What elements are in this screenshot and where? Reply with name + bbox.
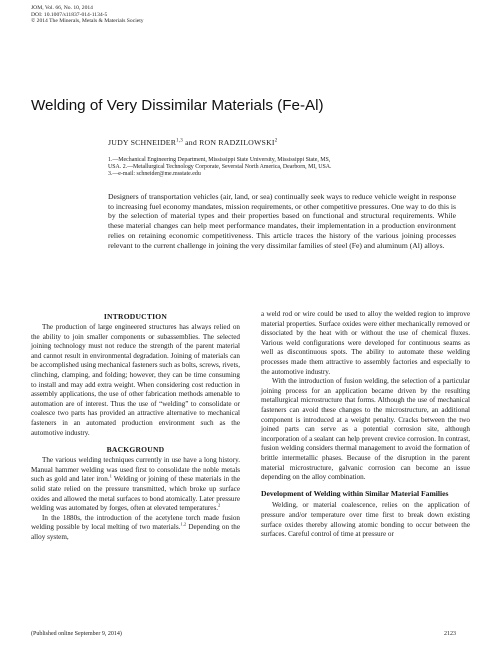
author-2-affiliation-marker: 2 [274, 138, 278, 144]
subsection-heading: Development of Welding within Similar Material Families [261, 488, 449, 498]
affiliation-line-2: USA. 2.—Metallurgical Technology Corporate, Severstal North America, Dearborn, MI, USA. [108, 164, 332, 171]
intro-paragraph: The production of large engineered structures has always relied on the ability to join smaller components or subassemblies. The selected joining technology must not reduce the strength of the parent material and cannot result in environmental degradation. Joining of materials can be accomplished using mechanical fasteners such as bolts, screws, rivets, clinching, clamping, and folding; however, they can be time consuming to install and may add extra weight. When considering cost reduction in assembly applications, the use of other fabrication methods amenable to automation are of interest. Thus the use of “welding” to consolidate or coalesce two parts has provided an attractive alternative to mechanical fasteners in an automated production environment such as the automotive industry. [31, 323, 240, 437]
left-column [31, 310, 240, 542]
background-paragraph-1 [31, 456, 240, 514]
page-number: 2123 [444, 631, 456, 637]
citation-2: 2 [218, 502, 221, 508]
doi: DOI: 10.1007/s11837-014-1134-5 [31, 11, 108, 18]
right-paragraph-1: a weld rod or wire could be used to alloy the welded region to improve material properties. Surface oxides were either mechanically removed or dissociated by the heat with or without the use of chemical fluxes. Various weld configurations were developed for continuous seams as well as discontinuous spots. The ability to automate these welding processes made them attractive to assembly factories and especially to the automotive industry. [261, 310, 470, 376]
bg-p2-text-a: In the 1880s, the introduction of the acetylene torch made fusion welding possible by local melting of two materials. [31, 513, 240, 532]
right-paragraph-2: With the introduction of fusion welding, the selection of a particular joining process for an application became driven by the resulting metallurgical microstructure that forms. Although the use of mechanical fasteners can avoid these changes to the microstructure, an additional component is introduced at a weight penalty. Cracks between the two joined parts can serve as a potential corrosion site, although incorporation of a sealant can help prevent crevice corrosion. In contrast, fusion welding considers thermal management to avoid the formation of brittle intermetallic phases. Because of the disruption in the parent material microstructure, galvanic corrosion can become an issue depending on the alloy combination. [261, 377, 470, 482]
publication-date: (Published online September 9, 2014) [31, 631, 122, 637]
affiliation-line-1: 1.—Mechanical Engineering Department, Mississippi State University, Mississippi State, MS, [108, 157, 331, 163]
abstract: Designers of transportation vehicles (air, land, or sea) continually seek ways to reduce vehicle weight in response to increasing fuel economy mandates, mission requirements, or other competitive pressures. One way to do this is by the selection of material types and their properties based on functional and structural requirements. While these material changes can help meet performance mandates, their implementation in a production environment relies on retaining economic competitiveness. This article traces the history of the various joining processes relevant to the current challenge in joining the very dissimilar families of steel (Fe) and aluminum (Al) alloys. [108, 192, 456, 250]
article-title: Welding of Very Dissimilar Materials (Fe-Al) [31, 97, 324, 114]
author-connector: and [183, 138, 200, 147]
affiliation-email: 3.—e-mail: schneider@me.msstate.edu [108, 171, 201, 178]
citation-1: 1 [109, 473, 112, 479]
section-heading-introduction: INTRODUCTION [103, 312, 168, 321]
author-2: RON RADZILOWSKI [199, 138, 275, 147]
journal-header [31, 5, 144, 25]
citation-1-2: 1,2 [180, 521, 187, 527]
bg-p2-text-b: Depending on the alloy system, [31, 523, 240, 541]
section-heading-background: BACKGROUND [106, 445, 165, 455]
author-1-affiliation-marker: 1,3 [176, 138, 183, 144]
bg-p1-text-a: The various welding techniques currently in use have a long history. Manual hammer welding was used first to consolidate the noble metals such as gold and later iron. [31, 456, 240, 484]
background-paragraph-2 [31, 514, 240, 543]
copyright: © 2014 The Minerals, Metals & Materials Society [31, 18, 144, 25]
author-1: JUDY SCHNEIDER [108, 138, 177, 147]
right-column [261, 310, 470, 540]
right-paragraph-3: Welding, or material coalescence, relies on the application of pressure and/or temperature over time first to break down existing surface oxides thereby allowing atomic bonding to occur between the surfaces. Careful control of time at pressure or [261, 501, 470, 539]
journal-citation: JOM, Vol. 66, No. 10, 2014 [31, 5, 93, 11]
affiliations [108, 157, 448, 179]
author-line [108, 138, 277, 147]
bg-p1-text-b: Welding or joining of these materials in the solid state relied on the pressure transmitted, which broke up surface oxides and allowed the metal surfaces to bond atomically. Later pressure welding was automated by forges, often at elevated temperatures. [31, 475, 240, 513]
